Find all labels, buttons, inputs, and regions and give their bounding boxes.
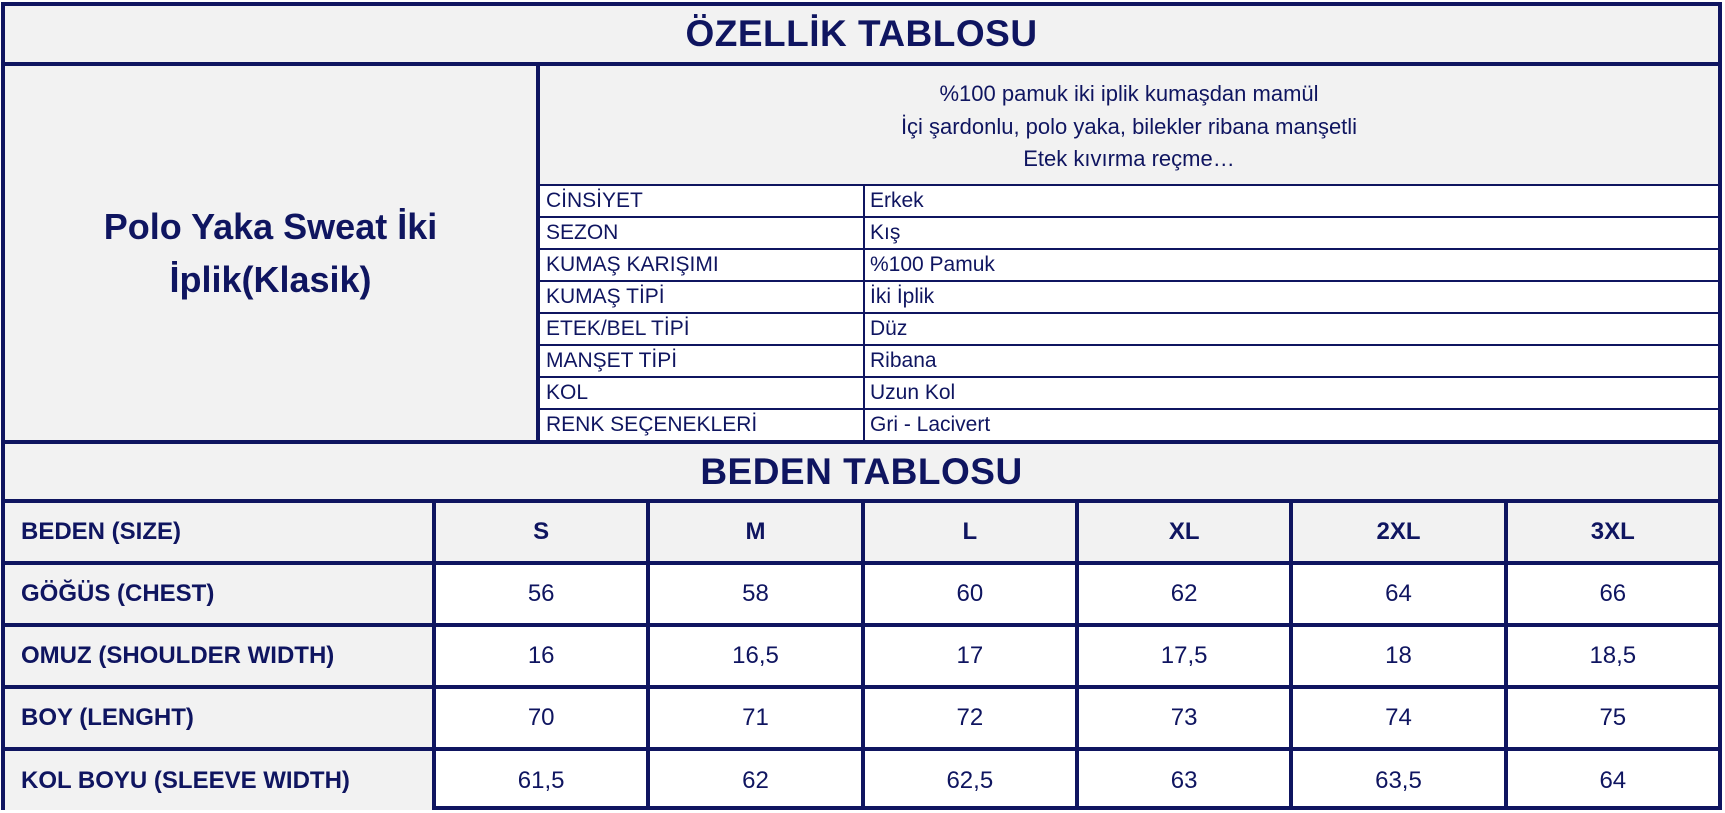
size-header-label: BEDEN (SIZE): [5, 503, 436, 561]
size-header-cell: XL: [1079, 503, 1293, 561]
spec-row-season: [540, 218, 1718, 250]
measure-value: 58: [650, 565, 864, 623]
spec-value: Düz: [870, 317, 908, 340]
measure-value: 70: [436, 689, 650, 747]
measure-label: BOY (LENGHT): [5, 689, 436, 747]
spec-value: Gri - Lacivert: [870, 413, 991, 436]
measure-value: 71: [650, 689, 864, 747]
description-line: İçi şardonlu, polo yaka, bilekler ribana manşetli: [900, 113, 1358, 139]
measure-value: 74: [1293, 689, 1507, 747]
spec-key: KOL: [540, 378, 865, 408]
spec-value: Kış: [870, 221, 901, 244]
size-table: [5, 503, 1718, 806]
spec-value: Ribana: [870, 349, 937, 372]
size-row-chest: [5, 565, 1718, 627]
size-header-cell: M: [650, 503, 864, 561]
measure-value: 17: [865, 627, 1079, 685]
measure-label: GÖĞÜS (CHEST): [5, 565, 436, 623]
spec-key: RENK SEÇENEKLERİ: [540, 410, 865, 440]
measure-value: 62: [650, 751, 864, 810]
spec-key: ETEK/BEL TİPİ: [540, 314, 865, 344]
spec-row-sleeve: [540, 378, 1718, 410]
size-header-cell: S: [436, 503, 650, 561]
spec-key: SEZON: [540, 218, 865, 248]
measure-value: 62,5: [865, 751, 1079, 810]
spec-row-gender: [540, 186, 1718, 218]
spec-key: KUMAŞ KARIŞIMI: [540, 250, 865, 280]
measure-value: 56: [436, 565, 650, 623]
size-header-cell: L: [865, 503, 1079, 561]
product-details: [540, 66, 1718, 440]
measure-value: 17,5: [1079, 627, 1293, 685]
description-line: %100 pamuk iki iplik kumaşdan mamül: [939, 81, 1319, 106]
measure-value: 62: [1079, 565, 1293, 623]
table-frame: [1, 2, 1722, 810]
measure-label: KOL BOYU (SLEEVE WIDTH): [5, 751, 436, 810]
measure-value: 16,5: [650, 627, 864, 685]
description-line: Etek kıvırma reçme…: [1023, 146, 1235, 171]
measure-value: 64: [1599, 766, 1627, 794]
product-description: [540, 66, 1718, 186]
measure-value: 73: [1079, 689, 1293, 747]
spec-value: %100 Pamuk: [870, 253, 995, 276]
measure-value: 63,5: [1293, 751, 1507, 810]
size-row-shoulder: [5, 627, 1718, 689]
product-name: Polo Yaka Sweat İki İplik(Klasik): [103, 206, 438, 300]
measure-value: 72: [865, 689, 1079, 747]
measure-value: 18,5: [1589, 642, 1637, 669]
spec-value: Uzun Kol: [870, 381, 956, 404]
spec-key: KUMAŞ TİPİ: [540, 282, 865, 312]
size-row-sleeve-length: [5, 751, 1718, 810]
measure-value: 16: [436, 627, 650, 685]
measure-value: 75: [1599, 704, 1627, 731]
size-header-cell: 3XL: [1508, 503, 1718, 561]
spec-value: İki İplik: [870, 285, 935, 308]
size-header-row: [5, 503, 1718, 565]
measure-value: 64: [1293, 565, 1507, 623]
size-header-cell: 2XL: [1293, 503, 1507, 561]
spec-row-cuff-type: [540, 346, 1718, 378]
spec-key: MANŞET TİPİ: [540, 346, 865, 376]
feature-table-title: ÖZELLİK TABLOSU: [5, 6, 1718, 66]
spec-row-fabric-type: [540, 282, 1718, 314]
measure-value: 60: [865, 565, 1079, 623]
measure-value: 61,5: [436, 751, 650, 810]
measure-value: 18: [1293, 627, 1507, 685]
size-row-length: [5, 689, 1718, 751]
spec-row-fabric-mix: [540, 250, 1718, 282]
spec-value: Erkek: [870, 189, 924, 212]
size-table-title: BEDEN TABLOSU: [5, 440, 1718, 503]
measure-label: OMUZ (SHOULDER WIDTH): [5, 627, 436, 685]
spec-row-color-options: [540, 410, 1718, 440]
spec-key: CİNSİYET: [540, 186, 865, 216]
measure-value: 63: [1079, 751, 1293, 810]
measure-value: 66: [1599, 580, 1627, 607]
spec-row-hem-type: [540, 314, 1718, 346]
product-name-cell: [5, 66, 540, 440]
